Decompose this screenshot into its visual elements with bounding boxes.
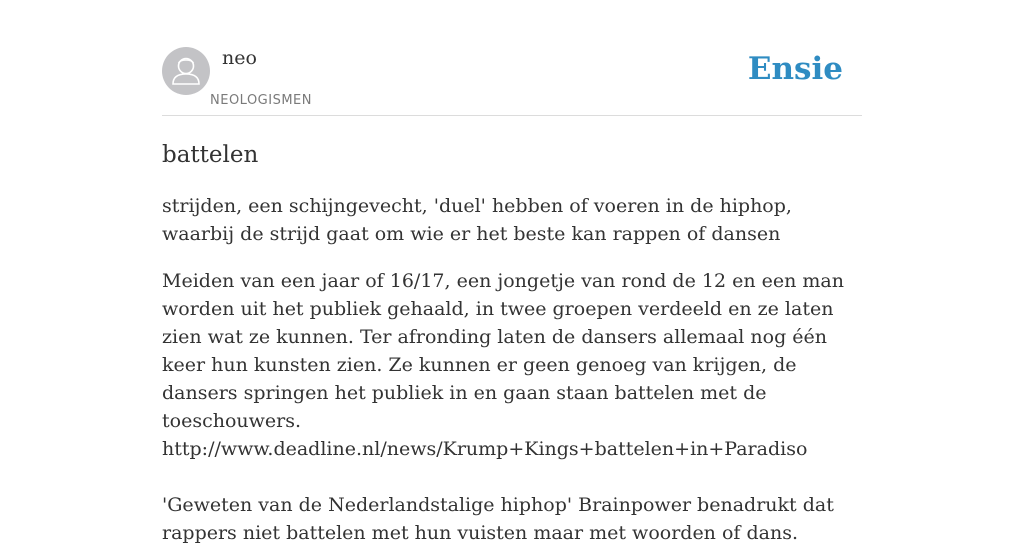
avatar[interactable] — [162, 47, 210, 95]
category-label[interactable]: NEOLOGISMEN — [210, 93, 312, 108]
entry-example — [162, 267, 866, 547]
example-paragraph-2: 'Geweten van de Nederlandstalige hiphop' Brainpower benadrukt dat rappers niet battelen met hun vuisten maar met woorden of dans. — [162, 494, 834, 544]
example-paragraph: Meiden van een jaar of 16/17, een jongetje van rond de 12 en een man worden uit het publiek gehaald, in twee groepen verdeeld en ze laten zien wat ze kunnen. Ter afronding laten de dansers allemaal nog één keer hun kunsten zien. Ze kunnen er geen genoeg van krijgen, de dansers springen het publiek in en gaan staan battelen met de toeschouwers. — [162, 270, 844, 432]
example-spacer — [162, 463, 866, 491]
header — [162, 0, 862, 116]
brand-logo[interactable]: Ensie — [747, 51, 843, 87]
user-silhouette-icon — [162, 47, 210, 95]
entry-definition: strijden, een schijngevecht, 'duel' hebben of voeren in de hiphop, waarbij de strijd gaat om wie er het beste kan rappen of dansen — [162, 195, 792, 245]
page — [162, 0, 862, 544]
username[interactable]: neo — [222, 47, 257, 69]
entry-word: battelen — [162, 142, 259, 168]
example-source-link[interactable]: http://www.deadline.nl/news/Krump+Kings+battelen+in+Paradiso — [162, 438, 808, 460]
